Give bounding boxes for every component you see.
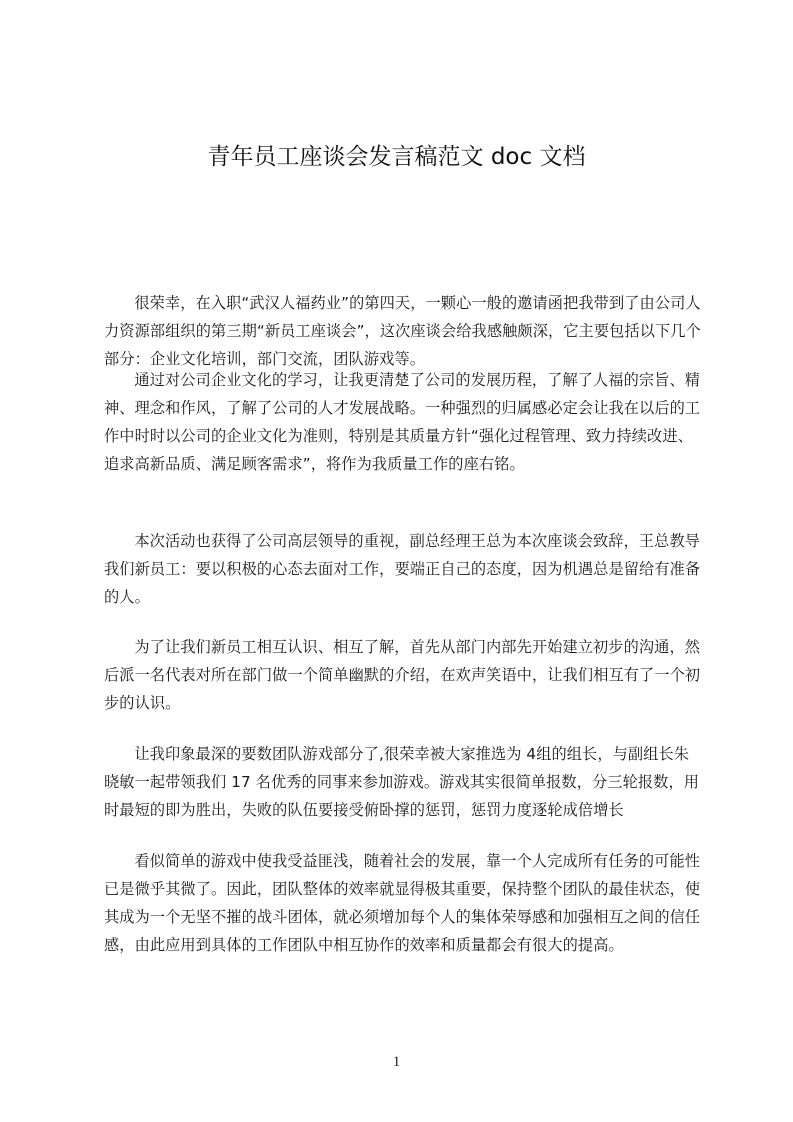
page-number: 1	[392, 1054, 401, 1070]
paragraph-5: 让我印象最深的要数团队游戏部分了,很荣幸被大家推选为 4组的组长，与副组长朱晓敏一起带领我们 17 名优秀的同事来参加游戏。游戏其实很简单报数，分三轮报数，用时最短的即为胜出，失败的队伍要接受俯卧撑的惩罚，惩罚力度逐轮成倍增长	[104, 745, 700, 819]
paragraph-6: 看似简单的游戏中使我受益匪浅，随着社会的发展，靠一个人完成所有任务的可能性已是微乎其微了。因此，团队整体的效率就显得极其重要，保持整个团队的最佳状态，使其成为一个无坚不摧的战斗团体，就必须增加每个人的集体荣辱感和加强相互之间的信任感，由此应用到具体的工作团队中相互协作的效率和质量都会有很大的提高。	[104, 852, 701, 954]
paragraph-3: 本次活动也获得了公司高层领导的重视，副总经理王总为本次座谈会致辞，王总教导我们新员工：要以积极的心态去面对工作，要端正自己的态度，因为机遇总是留给有准备的人。	[104, 532, 701, 606]
paragraph-2: 通过对公司企业文化的学习，让我更清楚了公司的发展历程，了解了人福的宗旨、精神、理念和作风，了解了公司的人才发展战略。一种强烈的归属感必定会让我在以后的工作中时时以公司的企业文化为准则，特别是其质量方针“强化过程管理、致力持续改进、追求高新品质、满足顾客需求”，将作为我质量工作的座右铭。	[104, 371, 701, 473]
document-title: 青年员工座谈会发言稿范文 doc 文档	[207, 144, 586, 170]
paragraph-1: 很荣幸，在入职“武汉人福药业”的第四天，一颗心一般的邀请函把我带到了由公司人力资源部组织的第三期“新员工座谈会”，这次座谈会给我感触颇深，它主要包括以下几个部分：企业文化培训，部门交流，团队游戏等。	[104, 294, 701, 368]
paragraph-4: 为了让我们新员工相互认识、相互了解，首先从部门内部先开始建立初步的沟通，然后派一名代表对所在部门做一个简单幽默的介绍，在欢声笑语中，让我们相互有了一个初步的认识。	[104, 638, 701, 712]
